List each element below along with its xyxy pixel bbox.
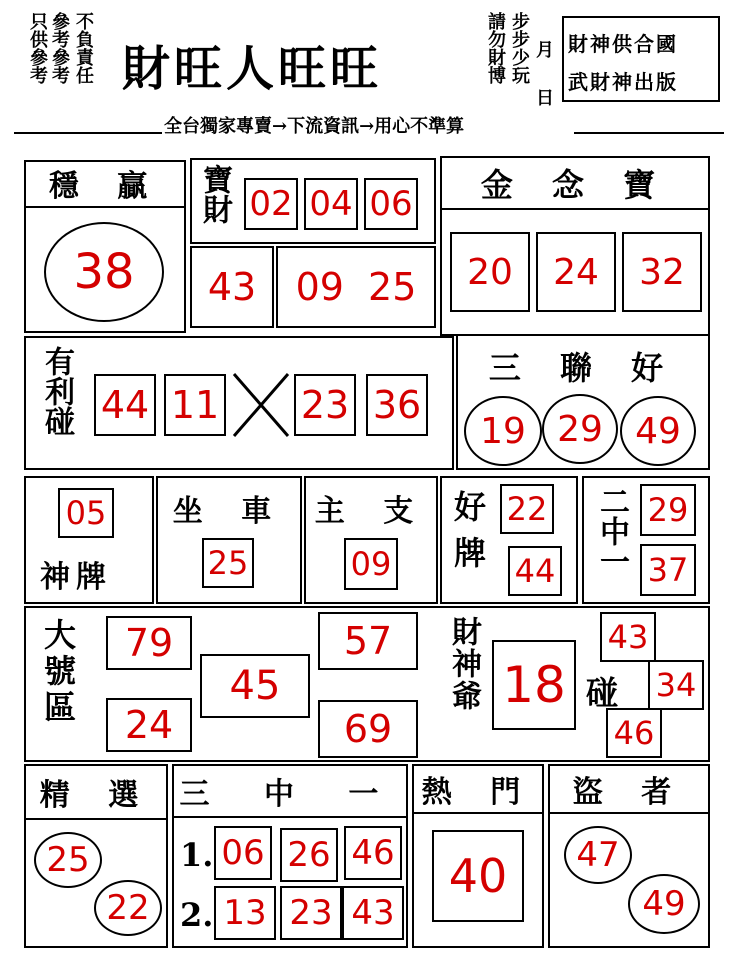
bao-cai-top-3: 06 <box>364 178 418 230</box>
shen-pai-number: 05 <box>58 488 114 538</box>
zhu-zhi-label: 主 支 <box>314 494 428 529</box>
jing-xuan-2: 22 <box>94 880 162 936</box>
hao-pai-label: 好牌 <box>449 490 487 582</box>
tagline-rule-right <box>574 132 724 134</box>
jin-nian-bao-1: 20 <box>450 232 530 312</box>
re-men-divider <box>412 812 544 814</box>
san-zhong-yi-r1-2: 26 <box>280 828 338 882</box>
re-men-number: 40 <box>432 830 524 922</box>
jin-nian-bao-3: 32 <box>622 232 702 312</box>
you-li-peng-3: 23 <box>294 374 356 436</box>
notice-col2: 步步少玩 <box>509 12 530 84</box>
hao-pai-1: 22 <box>500 484 554 534</box>
san-lian-hao-label: 三 聯 好 <box>488 349 678 387</box>
san-zhong-yi-r2-3: 43 <box>342 886 404 940</box>
san-lian-hao-1: 19 <box>464 396 542 466</box>
zhu-zhi-number: 09 <box>344 538 398 590</box>
cross-icon <box>230 370 292 440</box>
dao-zhe-label: 盜 者 <box>572 775 686 810</box>
da-hao-qu-2: 24 <box>106 698 192 752</box>
da-hao-qu-5: 69 <box>318 700 418 758</box>
er-zhong-yi-2: 37 <box>640 544 696 596</box>
san-lian-hao-3: 49 <box>620 396 696 466</box>
san-zhong-yi-r1-3: 46 <box>344 826 402 880</box>
dao-zhe-1: 47 <box>564 826 632 884</box>
re-men-label: 熱 門 <box>421 775 535 810</box>
wen-ying-divider <box>24 206 186 208</box>
da-hao-qu-3: 45 <box>200 654 310 718</box>
san-zhong-yi-r2-2: 23 <box>280 886 342 940</box>
notice-col1: 請勿財博 <box>485 12 506 84</box>
zuo-che-label: 坐 車 <box>172 494 286 529</box>
dao-zhe-divider <box>548 812 710 814</box>
month-label: 月 <box>536 40 554 61</box>
da-hao-qu-1: 79 <box>106 616 192 670</box>
you-li-peng-4: 36 <box>366 374 428 436</box>
disclaimer-col1: 只供參考 <box>27 12 48 84</box>
bao-cai-label: 寶財 <box>197 164 232 224</box>
da-hao-qu-label: 大號區 <box>39 618 77 726</box>
dao-zhe-2: 49 <box>628 874 700 934</box>
peng-label: 碰 <box>586 674 619 712</box>
wen-ying-label: 穩 贏 <box>48 169 162 204</box>
jin-nian-bao-label: 金 念 寶 <box>480 166 670 204</box>
tagline: 全台獨家專賣→下流資訊→用心不準算 <box>164 116 465 137</box>
jin-nian-bao-divider <box>440 208 710 210</box>
san-zhong-yi-label: 三 中 一 <box>179 777 401 812</box>
bao-cai-left: 43 <box>190 246 274 328</box>
bao-cai-top-1: 02 <box>244 178 298 230</box>
you-li-peng-1: 44 <box>94 374 156 436</box>
shen-pai-label: 神牌 <box>40 560 112 595</box>
jing-xuan-divider <box>24 818 168 820</box>
san-zhong-yi-index-2: 2. <box>180 896 214 934</box>
you-li-peng-label: 有利碰 <box>39 346 74 436</box>
jing-xuan-1: 25 <box>34 832 102 888</box>
peng-1: 43 <box>600 612 656 662</box>
you-li-peng-2: 11 <box>164 374 226 436</box>
san-zhong-yi-r2-1: 13 <box>214 886 276 940</box>
peng-2: 34 <box>648 660 704 710</box>
jin-nian-bao-2: 24 <box>536 232 616 312</box>
bao-cai-right: 09 25 <box>276 246 436 328</box>
publisher-line2: 武財神出版 <box>568 70 678 94</box>
cai-shen-ye-label: 財神爺 <box>446 616 481 712</box>
day-label: 日 <box>536 88 554 109</box>
zuo-che-number: 25 <box>202 538 254 588</box>
er-zhong-yi-label: 二中一 <box>594 486 629 576</box>
page-title: 財旺人旺旺 <box>122 41 383 97</box>
da-hao-qu-4: 57 <box>318 612 418 670</box>
san-zhong-yi-index-1: 1. <box>180 836 214 874</box>
jing-xuan-label: 精 選 <box>39 778 153 813</box>
disclaimer-col2: 參考參考 <box>49 12 70 84</box>
peng-3: 46 <box>606 708 662 758</box>
hao-pai-2: 44 <box>508 546 562 596</box>
san-zhong-yi-r1-1: 06 <box>214 826 272 880</box>
tagline-rule-left <box>14 132 162 134</box>
san-lian-hao-2: 29 <box>542 394 618 464</box>
san-zhong-yi-divider <box>172 816 408 818</box>
wen-ying-number: 38 <box>44 222 164 322</box>
disclaimer-col3: 不負責任 <box>73 12 94 84</box>
cai-shen-ye-number: 18 <box>492 640 576 730</box>
er-zhong-yi-1: 29 <box>640 484 696 536</box>
publisher-line1: 財神供合國 <box>568 32 678 56</box>
bao-cai-top-2: 04 <box>304 178 358 230</box>
